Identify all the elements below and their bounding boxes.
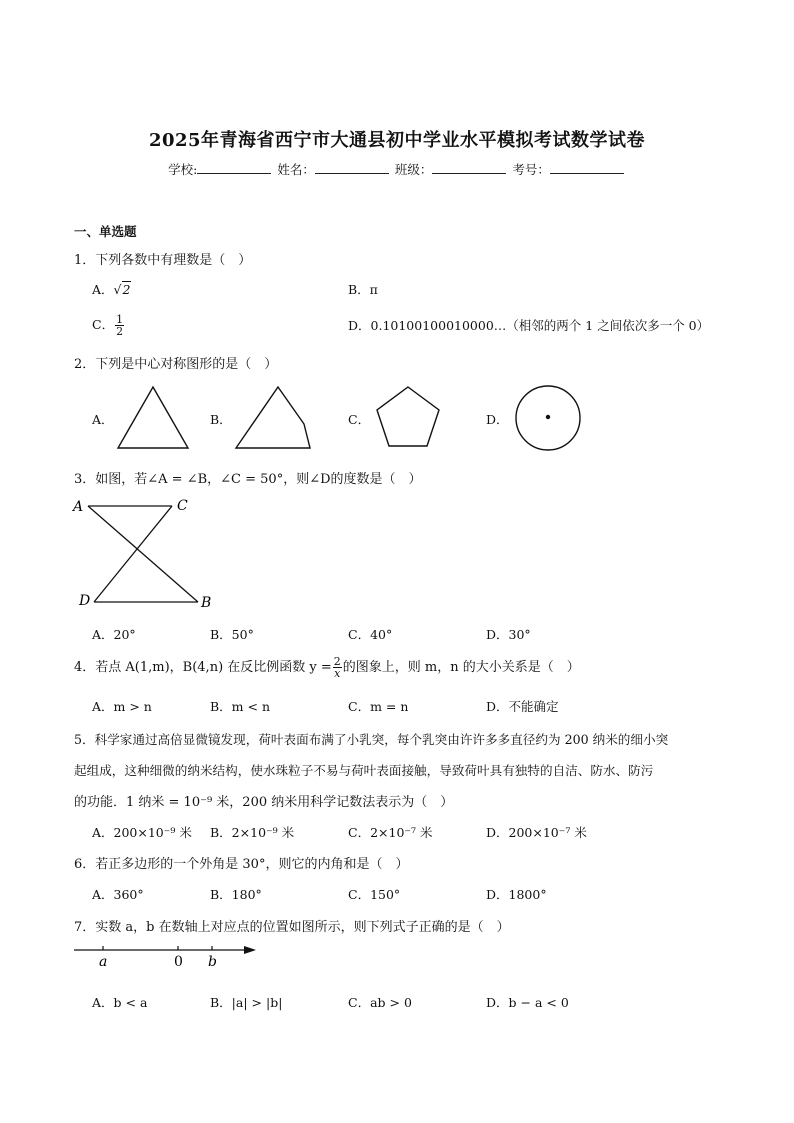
circle-with-center-figure xyxy=(510,383,586,455)
label-b: B xyxy=(201,595,212,611)
q5-option-b[interactable]: B．2×10⁻⁹ 米 xyxy=(210,825,295,840)
number-line-figure xyxy=(72,940,262,972)
name-field[interactable] xyxy=(315,161,389,174)
q4-stem-start: 4．若点 A(1,m)，B(4,n) 在反比例函数 y = xyxy=(74,660,332,675)
class-field[interactable] xyxy=(432,161,506,174)
label-c: C xyxy=(177,498,188,514)
q3-option-a[interactable]: A．20° xyxy=(92,627,136,642)
q4-stem-end: 的图象上，则 m，n 的大小关系是（ ） xyxy=(342,660,580,675)
q4-option-d[interactable]: D．不能确定 xyxy=(486,699,559,714)
q5-option-c[interactable]: C．2×10⁻⁷ 米 xyxy=(348,825,433,840)
q7-option-c[interactable]: C．ab > 0 xyxy=(348,995,412,1010)
q3-option-c[interactable]: C．40° xyxy=(348,627,393,642)
irregular-quadrilateral-figure xyxy=(232,384,316,452)
q1-option-a-label: A． xyxy=(92,282,114,297)
axis-label-a: a xyxy=(99,954,108,970)
q6-option-c[interactable]: C．150° xyxy=(348,887,401,902)
intersecting-lines-figure xyxy=(70,494,220,614)
question-7-stem: 7．实数 a，b 在数轴上对应点的位置如图所示，则下列式子正确的是（ ） xyxy=(74,920,510,935)
school-field[interactable] xyxy=(197,161,271,174)
q4-denominator: x xyxy=(334,667,341,680)
q1-option-a[interactable] xyxy=(92,280,131,298)
denominator: 2 xyxy=(116,325,124,338)
q5-option-a[interactable]: A．200×10⁻⁹ 米 xyxy=(92,825,192,840)
q5-option-d[interactable]: D．200×10⁻⁷ 米 xyxy=(486,825,587,840)
q4-numerator: 2 xyxy=(333,655,341,668)
q2-option-c[interactable]: C． xyxy=(348,412,371,427)
exam-title: 2025年青海省西宁市大通县初中学业水平模拟考试数学试卷 xyxy=(148,130,646,151)
q7-option-d[interactable]: D．b − a < 0 xyxy=(486,995,569,1010)
q6-option-d[interactable]: D．1800° xyxy=(486,887,547,902)
q2-option-b[interactable]: B． xyxy=(210,412,232,427)
q4-option-c[interactable]: C．m = n xyxy=(348,699,409,714)
question-5-stem-line3: 的功能．1 纳米 = 10⁻⁹ 米，200 纳米用科学记数法表示为（ ） xyxy=(74,795,454,810)
q6-option-b[interactable]: B．180° xyxy=(210,887,262,902)
label-a: A xyxy=(73,499,84,515)
q7-option-a[interactable]: A．b < a xyxy=(92,995,148,1010)
exam-number-label: 考号： xyxy=(512,162,550,177)
axis-label-zero: 0 xyxy=(174,954,183,970)
section-heading: 一、单选题 xyxy=(74,224,137,239)
q1-option-c-label: C． xyxy=(92,317,115,332)
q4-option-a[interactable]: A．m > n xyxy=(92,699,152,714)
question-6-stem: 6．若正多边形的一个外角是 30°，则它的内角和是（ ） xyxy=(74,857,409,872)
exam-number-field[interactable] xyxy=(550,161,624,174)
numerator: 1 xyxy=(116,313,124,326)
q3-option-b[interactable]: B．50° xyxy=(210,627,254,642)
student-info-line xyxy=(0,160,794,178)
sqrt-sign: √2 xyxy=(113,282,131,297)
question-5-stem-line1: 5．科学家通过高倍显微镜发现，荷叶表面布满了小乳突，每个乳突由许许多多直径约为 200 纳米的细小突 xyxy=(74,732,669,747)
q1-option-c[interactable] xyxy=(92,314,125,337)
q7-option-b[interactable]: B．|a| > |b| xyxy=(210,995,283,1010)
question-4-stem xyxy=(74,656,580,679)
question-3-stem: 3．如图，若∠A = ∠B，∠C = 50°，则∠D的度数是（ ） xyxy=(74,472,422,487)
school-label: 学校: xyxy=(168,162,198,177)
question-1-stem: 1．下列各数中有理数是（ ） xyxy=(74,253,252,268)
q4-option-b[interactable]: B．m < n xyxy=(210,699,271,714)
q3-option-d[interactable]: D．30° xyxy=(486,627,531,642)
pentagon-figure xyxy=(370,384,446,452)
radicand: 2 xyxy=(122,282,131,297)
label-d: D xyxy=(79,593,91,609)
q4-fraction xyxy=(333,656,342,679)
question-2-stem: 2．下列是中心对称图形的是（ ） xyxy=(74,357,278,372)
class-label: 班级： xyxy=(394,162,433,177)
q2-option-a[interactable]: A． xyxy=(92,412,114,427)
axis-label-b: b xyxy=(208,954,217,970)
fraction xyxy=(115,314,124,337)
question-5-stem-line2: 起组成，这种细微的纳米结构，使水珠粒子不易与荷叶表面接触，导致荷叶具有独特的自洁、防水、防污 xyxy=(74,763,654,778)
q2-option-d[interactable]: D． xyxy=(486,412,509,427)
q1-option-d[interactable]: D．0.10100100010000…（相邻的两个 1 之间依次多一个 0） xyxy=(348,318,710,333)
name-label: 姓名： xyxy=(277,162,315,177)
triangle-figure xyxy=(112,384,196,452)
q1-option-b[interactable]: B．π xyxy=(348,282,378,297)
q6-option-a[interactable]: A．360° xyxy=(92,887,144,902)
